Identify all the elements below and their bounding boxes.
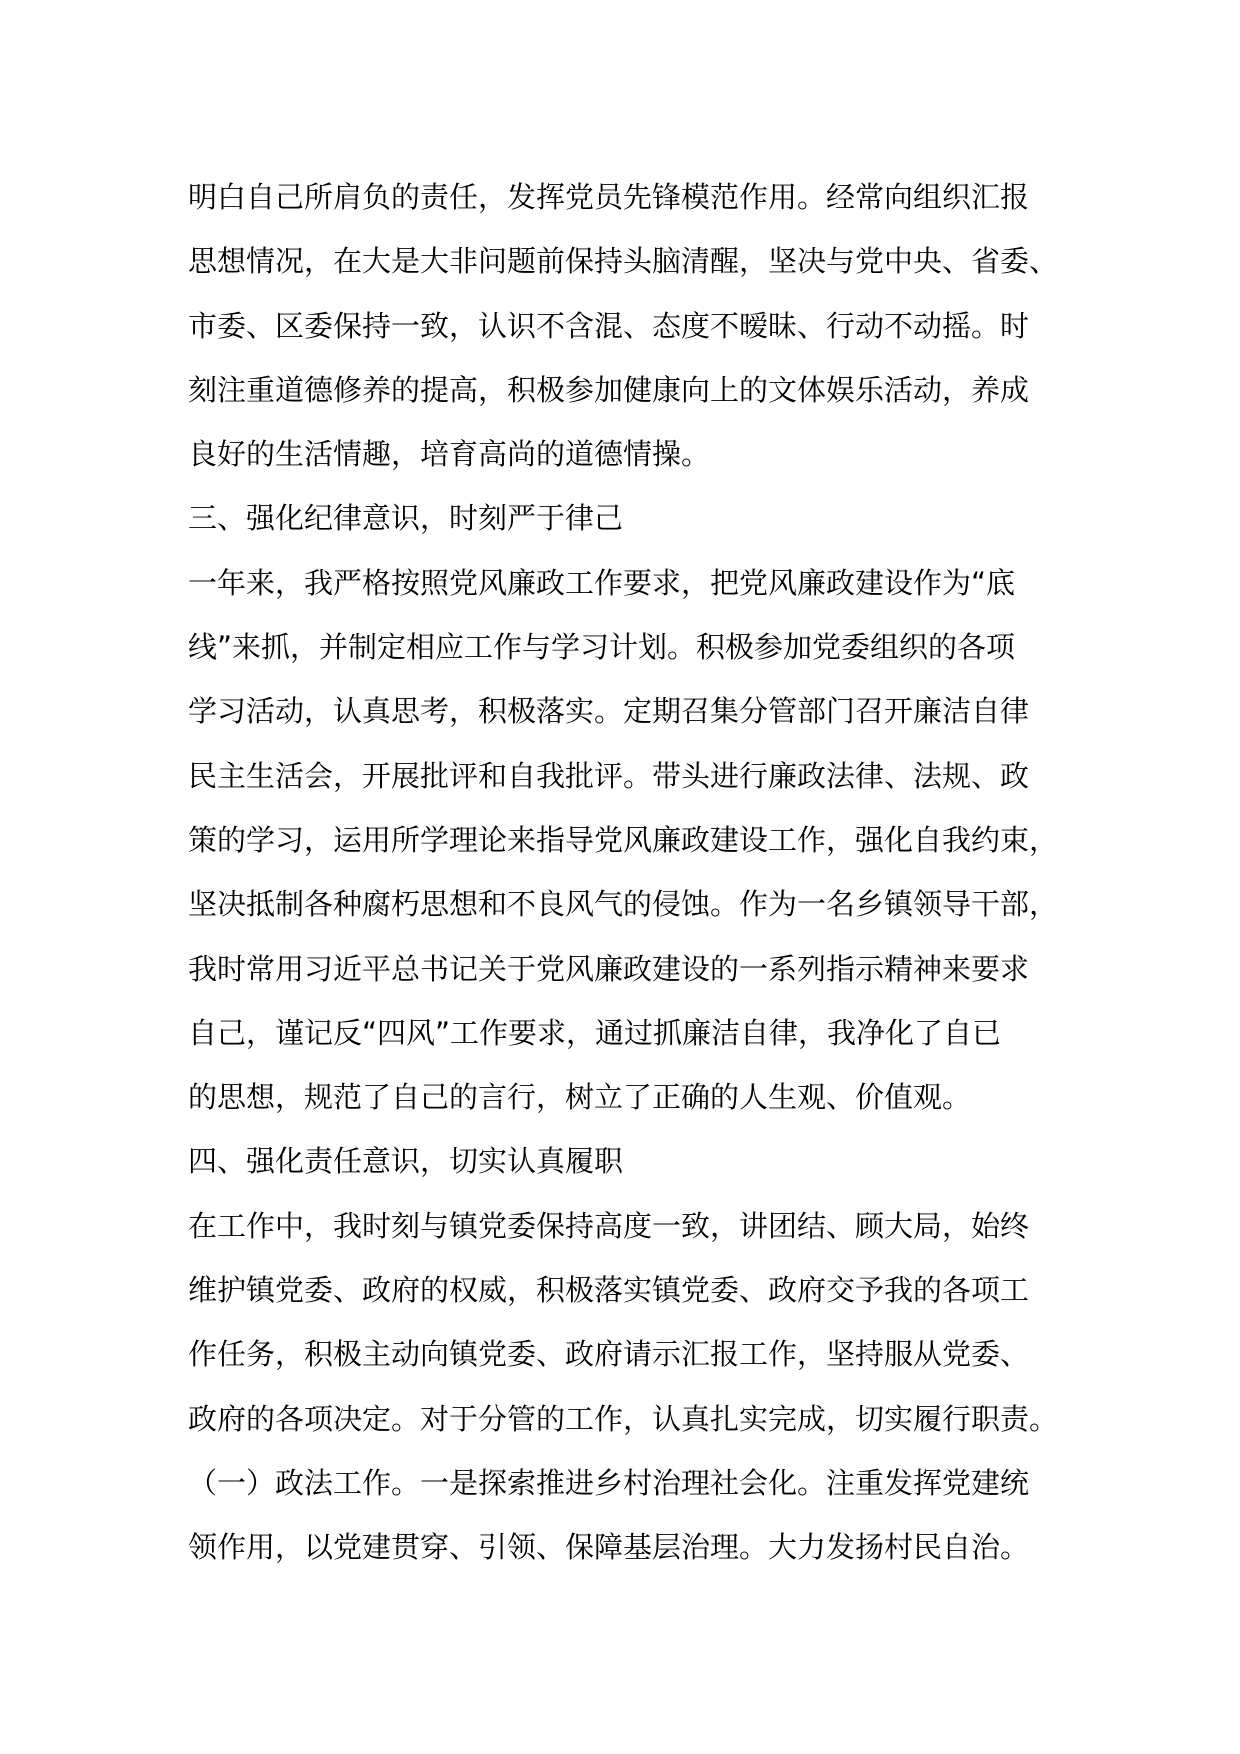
paragraph-line: 我时常用习近平总书记关于党风廉政建设的一系列指示精神来要求 [188,951,1030,986]
paragraph-line: 一年来，我严格按照党风廉政工作要求，把党风廉政建设作为“底 [188,565,1016,600]
section-heading: 三、强化纪律意识，时刻严于律己 [188,501,624,536]
paragraph-line: 刻注重道德修养的提高，积极参加健康向上的文体娱乐活动，养成 [188,372,1030,407]
paragraph-line: 政府的各项决定。对于分管的工作，认真扎实完成，切实履行职责。 [188,1401,1059,1436]
paragraph-line: 坚决抵制各种腐朽思想和不良风气的侵蚀。作为一名乡镇领导干部， [188,887,1059,922]
paragraph-line: 自己，谨记反“四风”工作要求，通过抓廉洁自律，我净化了自已 [188,1015,1002,1050]
paragraph-line: 线”来抓，并制定相应工作与学习计划。积极参加党委组织的各项 [188,630,1016,665]
paragraph-line: 市委、区委保持一致，认识不含混、态度不暧昧、行动不动摇。时 [188,308,1030,343]
paragraph-line: 良好的生活情趣，培育高尚的道德情操。 [188,437,711,472]
paragraph-line: 策的学习，运用所学理论来指导党风廉政建设工作，强化自我约束， [188,822,1059,857]
paragraph-line: 明白自己所肩负的责任，发挥党员先锋模范作用。经常向组织汇报 [188,180,1030,214]
paragraph-line: 领作用，以党建贯穿、引领、保障基层治理。大力发扬村民自治。 [188,1530,1030,1565]
paragraph-line: 思想情况，在大是大非问题前保持头脑清醒，坚决与党中央、省委、 [188,244,1059,279]
paragraph-line: 维护镇党委、政府的权威，积极落实镇党委、政府交予我的各项工 [188,1273,1030,1308]
paragraph-line: 民主生活会，开展批评和自我批评。带头进行廉政法律、法规、政 [188,758,1030,793]
paragraph-line: 在工作中，我时刻与镇党委保持高度一致，讲团结、顾大局，始终 [188,1208,1030,1243]
paragraph-line: 学习活动，认真思考，积极落实。定期召集分管部门召开廉洁自律 [188,694,1030,729]
paragraph-line: 的思想，规范了自己的言行，树立了正确的人生观、价值观。 [188,1080,972,1115]
paragraph-line: 作任务，积极主动向镇党委、政府请示汇报工作，坚持服从党委、 [188,1337,1030,1372]
paragraph-line: （一）政法工作。一是探索推进乡村治理社会化。注重发挥党建统 [188,1465,1030,1500]
section-heading: 四、强化责任意识，切实认真履职 [188,1144,624,1179]
document-body [188,165,1088,1580]
